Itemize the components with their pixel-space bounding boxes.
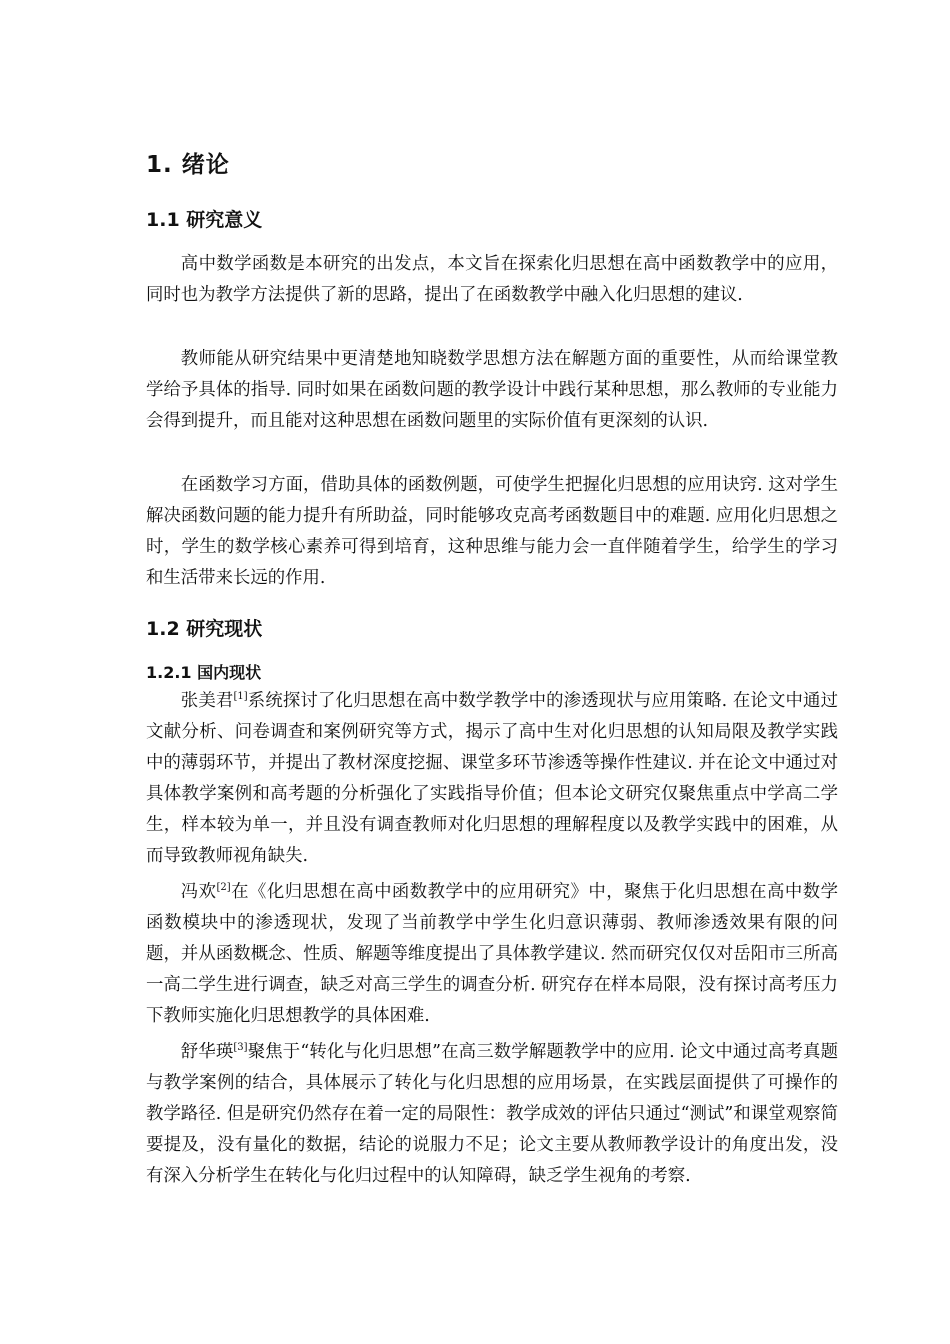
author-name: 张美君: [180, 691, 234, 711]
paragraph-review-feng: [146, 877, 838, 1032]
paragraph-text: 聚焦于“转化与化归思想”在高三数学解题教学中的应用. 论文中通过高考真题与教学案例的结合，具体展示了转化与化归思想的应用场景，在实践层面提供了可操作的教学路径. 但是研究仍然存在着一定的局限性：教学成效的评估只通过“测试”和课堂观察简要提及，没有量化的数据，结论的说服力不足；论文主要从教师教学设计的角度出发，没有深入分析学生在转化与化归过程中的认知障碍，缺乏学生视角的考察.: [146, 1042, 838, 1186]
author-name: 冯欢: [180, 882, 217, 902]
paragraph-significance-2: 教师能从研究结果中更清楚地知晓数学思想方法在解题方面的重要性，从而给课堂教学给予具体的指导. 同时如果在函数问题的教学设计中践行某种思想，那么教师的专业能力会得到提升，而且能对这种思想在函数问题里的实际价值有更深刻的认识.: [146, 349, 838, 431]
subsection-title-domestic: 1.2.1 国内现状: [146, 663, 262, 682]
paragraph-text: 在《化归思想在高中函数教学中的应用研究》中，聚焦于化归思想在高中数学函数模块中的渗透现状，发现了当前教学中学生化归意识薄弱、教师渗透效果有限的问题，并从函数概念、性质、解题等维度提出了具体教学建议. 然而研究仅仅对岳阳市三所高一高二学生进行调查，缺乏对高三学生的调查分析. 研究存在样本局限，没有探讨高考压力下教师实施化归思想教学的具体困难.: [146, 882, 838, 1026]
citation-ref: [3]: [233, 1042, 248, 1053]
author-name: 舒华瑛: [180, 1042, 234, 1062]
paragraph-significance-3: 在函数学习方面，借助具体的函数例题，可使学生把握化归思想的应用诀窍. 这对学生解决函数问题的能力提升有所助益，同时能够攻克高考函数题目中的难题. 应用化归思想之时，学生的数学核心素养可得到培育，这种思维与能力会一直伴随着学生，给学生的学习和生活带来长远的作用.: [146, 475, 838, 588]
chapter-title: 1. 绪论: [146, 152, 230, 178]
paragraph-review-zhang: [146, 686, 838, 872]
citation-ref: [2]: [216, 882, 231, 893]
section-title-status: 1.2 研究现状: [146, 618, 263, 640]
section-title-significance: 1.1 研究意义: [146, 209, 263, 231]
paragraph-significance-1: 高中数学函数是本研究的出发点，本文旨在探索化归思想在高中函数教学中的应用，同时也为教学方法提供了新的思路，提出了在函数教学中融入化归思想的建议.: [146, 254, 838, 305]
paragraph-text: 系统探讨了化归思想在高中数学教学中的渗透现状与应用策略. 在论文中通过文献分析、问卷调查和案例研究等方式，揭示了高中生对化归思想的认知局限及教学实践中的薄弱环节，并提出了教材深度挖掘、课堂多环节渗透等操作性建议. 并在论文中通过对具体教学案例和高考题的分析强化了实践指导价值；但本论文研究仅聚焦重点中学高二学生，样本较为单一，并且没有调查教师对化归思想的理解程度以及教学实践中的困难，从而导致教师视角缺失.: [146, 691, 838, 866]
citation-ref: [1]: [233, 691, 248, 702]
paragraph-review-shu: [146, 1037, 838, 1192]
